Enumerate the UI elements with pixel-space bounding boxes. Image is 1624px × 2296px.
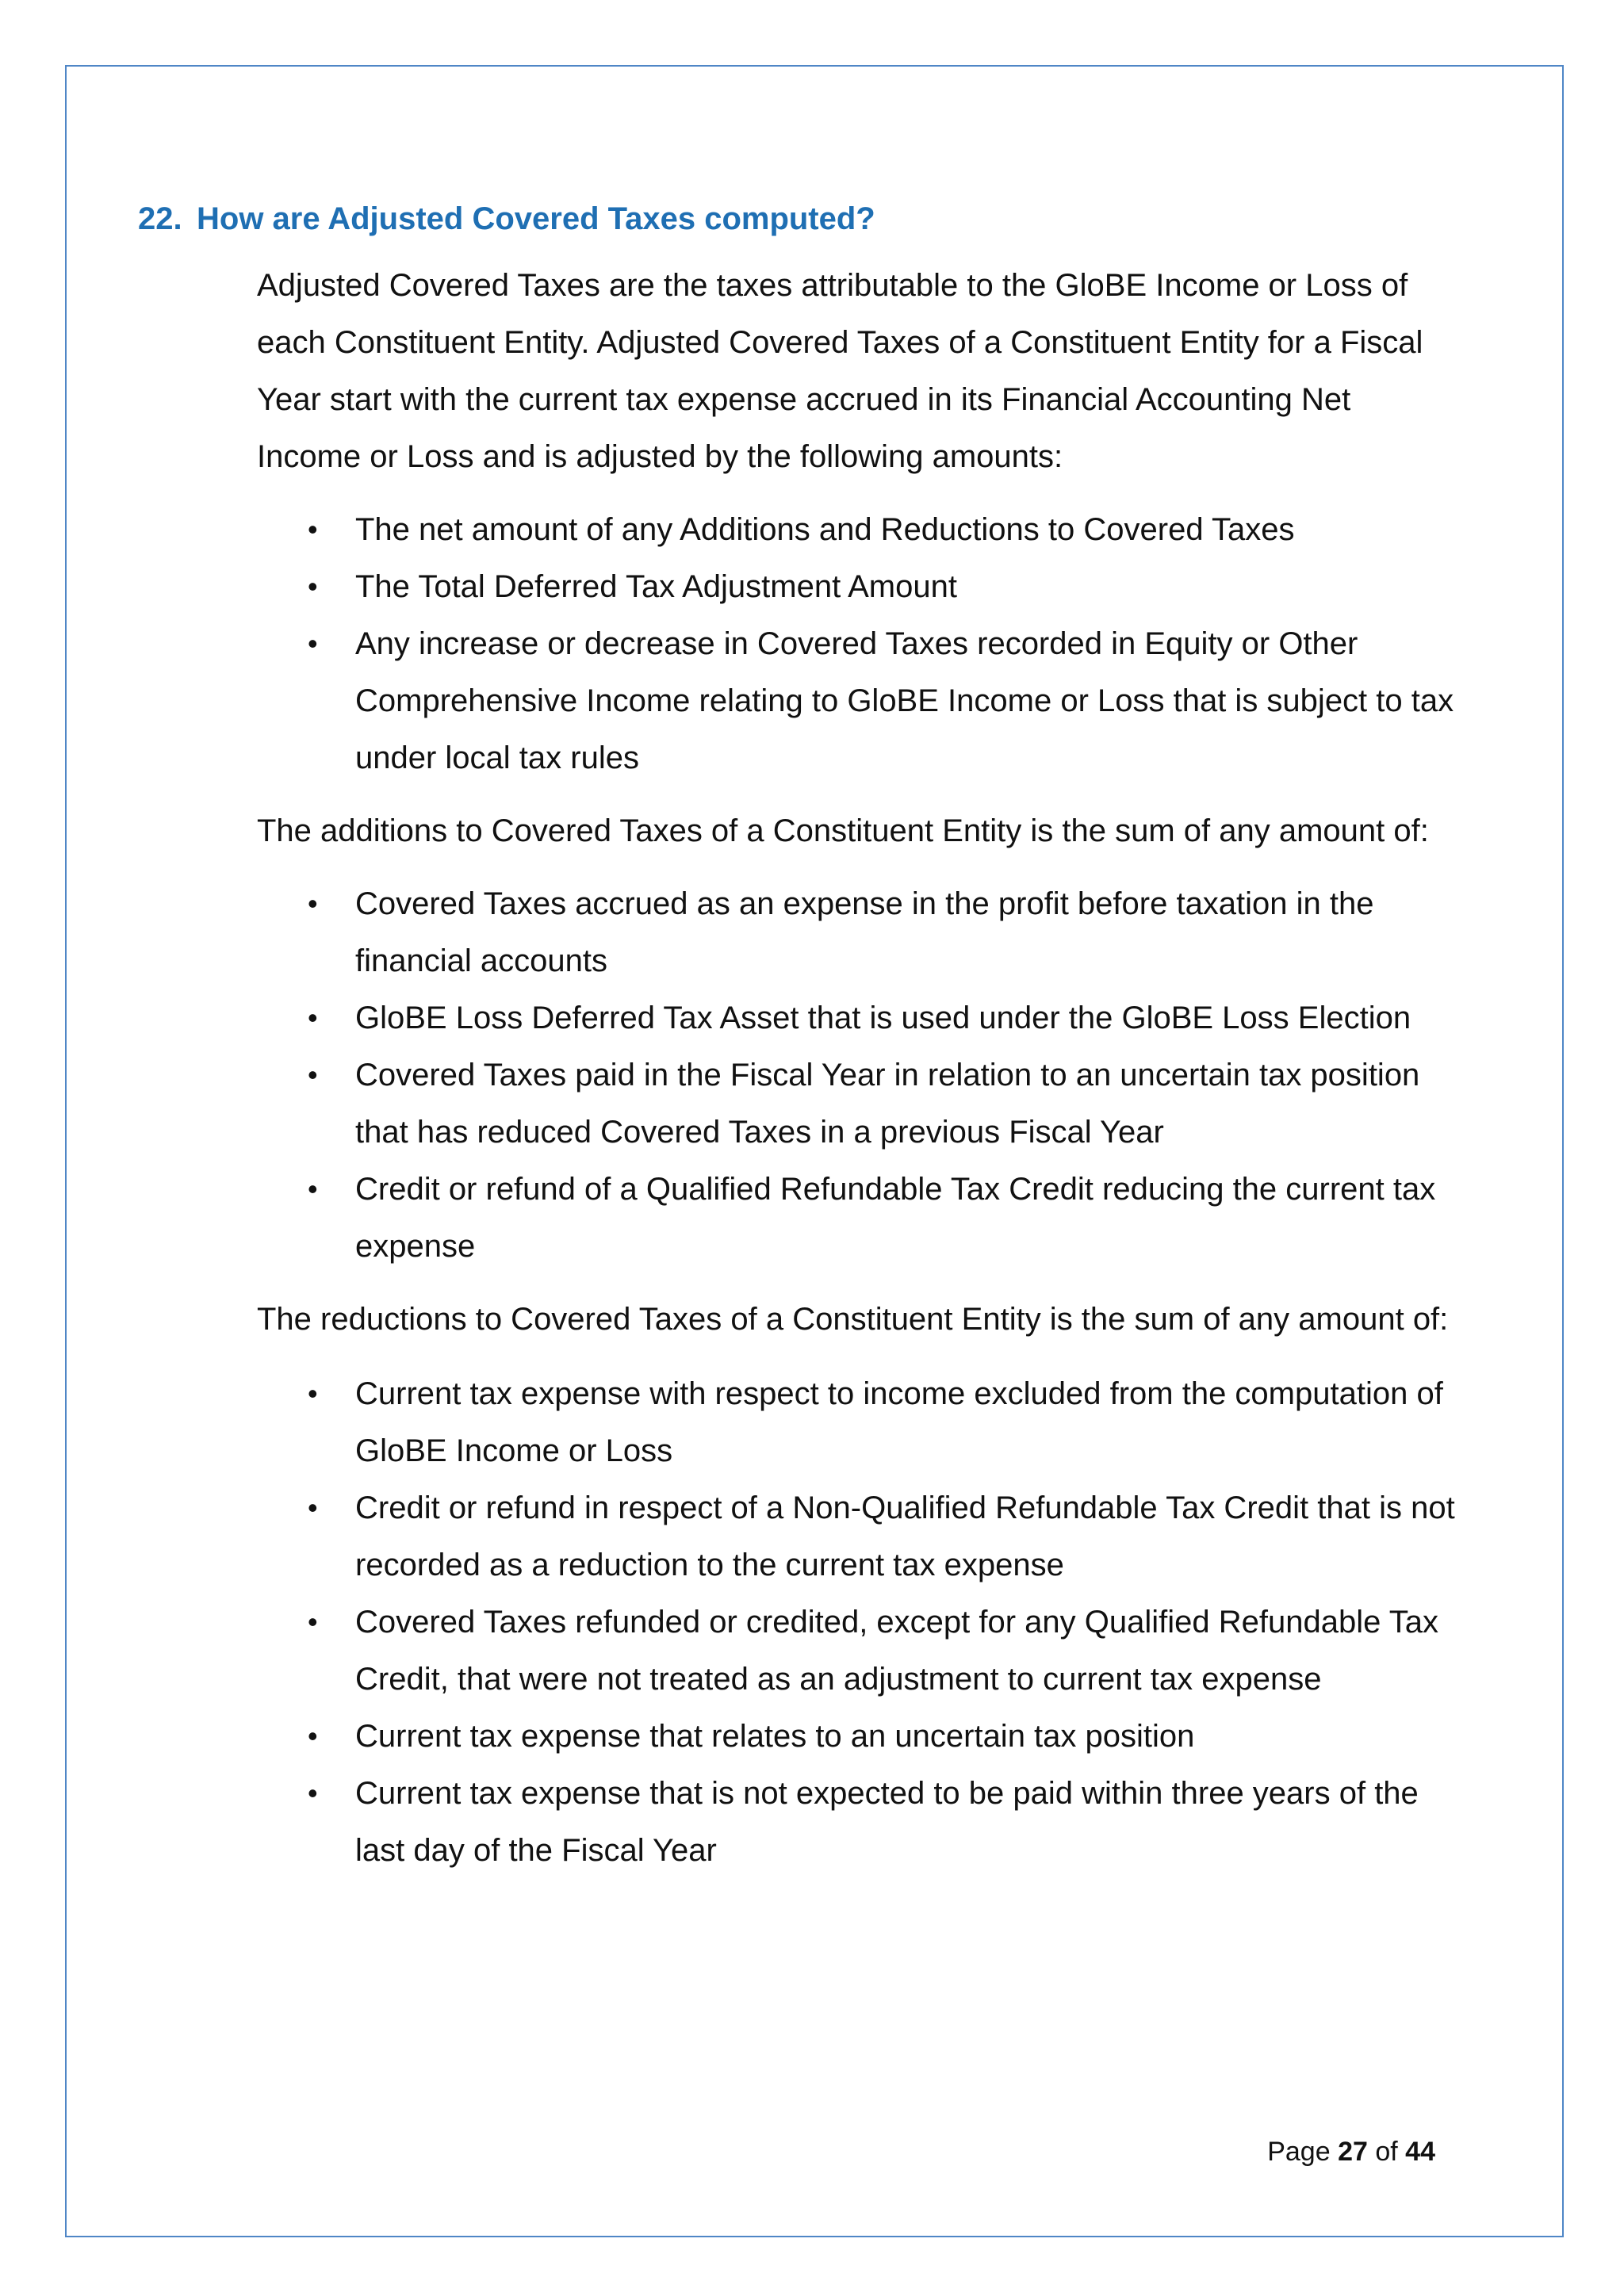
bullet-icon: • <box>308 627 318 660</box>
additions-intro: The additions to Covered Taxes of a Constituent Entity is the sum of any amount of: <box>257 813 1429 848</box>
list-item-text: Current tax expense that is not expected to be paid within three years of the last day of the Fiscal Year <box>355 1776 1419 1868</box>
list-item-text: Credit or refund of a Qualified Refundable Tax Credit reducing the current tax expense <box>355 1172 1436 1264</box>
bullet-icon: • <box>308 1058 318 1091</box>
list-item <box>257 989 1462 1047</box>
list-item-text: GloBE Loss Deferred Tax Asset that is used under the GloBE Loss Election <box>355 1001 1411 1035</box>
bullet-icon: • <box>308 887 318 920</box>
list-item <box>257 558 1462 615</box>
bullet-icon: • <box>308 513 318 545</box>
total-pages: 44 <box>1405 2137 1435 2167</box>
intro-paragraph: Adjusted Covered Taxes are the taxes attributable to the GloBE Income or Loss of each Constituent Entity. Adjusted Covered Taxes of a Constituent Entity for a Fiscal Year start with the current tax expense accrued in its Financial Accounting Net Income or Loss and is adjusted by the following amounts: <box>257 268 1423 474</box>
list-item-text: Covered Taxes accrued as an expense in the profit before taxation in the financial accounts <box>355 886 1374 978</box>
list-item-text: Current tax expense that relates to an uncertain tax position <box>355 1719 1195 1754</box>
list-item-text: Credit or refund in respect of a Non-Qualified Refundable Tax Credit that is not recorded as a reduction to the current tax expense <box>355 1490 1455 1582</box>
list-item-text: Current tax expense with respect to income excluded from the computation of GloBE Income or Loss <box>355 1376 1443 1468</box>
bullet-icon: • <box>308 1001 318 1034</box>
reductions-intro: The reductions to Covered Taxes of a Constituent Entity is the sum of any amount of: <box>257 1302 1449 1337</box>
of-label: of <box>1375 2137 1398 2167</box>
bullet-icon: • <box>308 1720 318 1752</box>
current-page-number: 27 <box>1338 2137 1368 2167</box>
document-body <box>138 190 1455 1895</box>
bullet-icon: • <box>308 1777 318 1809</box>
list-item-text: The net amount of any Additions and Reductions to Covered Taxes <box>355 512 1295 547</box>
additions-list <box>257 875 1462 1275</box>
bullet-icon: • <box>308 1377 318 1410</box>
bullet-icon: • <box>308 1173 318 1205</box>
page-footer <box>1267 2134 1435 2169</box>
list-item-text: Covered Taxes refunded or credited, except for any Qualified Refundable Tax Credit, that were not treated as an adjustment to current tax expense <box>355 1605 1439 1697</box>
list-item <box>257 1479 1462 1594</box>
adjustments-list <box>257 501 1462 786</box>
bullet-icon: • <box>308 1491 318 1524</box>
list-item <box>257 1047 1462 1161</box>
page-label: Page <box>1267 2137 1331 2167</box>
bullet-icon: • <box>308 570 318 603</box>
section-title: How are Adjusted Covered Taxes computed? <box>197 201 875 236</box>
list-item <box>257 1161 1462 1275</box>
list-item-text: Any increase or decrease in Covered Taxes recorded in Equity or Other Comprehensive Income relating to GloBE Income or Loss that is subject to tax under local tax rules <box>355 626 1454 775</box>
section-number: 22. <box>138 201 182 236</box>
list-item <box>257 615 1462 786</box>
bullet-icon: • <box>308 1605 318 1638</box>
list-item-text: Covered Taxes paid in the Fiscal Year in relation to an uncertain tax position that has reduced Covered Taxes in a previous Fiscal Year <box>355 1058 1420 1150</box>
list-item <box>257 1708 1462 1765</box>
list-item <box>257 1765 1462 1879</box>
reductions-list <box>257 1365 1462 1879</box>
section-heading <box>138 190 1391 247</box>
list-item <box>257 501 1462 558</box>
list-item <box>257 1594 1462 1708</box>
list-item <box>257 875 1462 989</box>
list-item <box>257 1365 1462 1479</box>
list-item-text: The Total Deferred Tax Adjustment Amount <box>355 569 957 604</box>
